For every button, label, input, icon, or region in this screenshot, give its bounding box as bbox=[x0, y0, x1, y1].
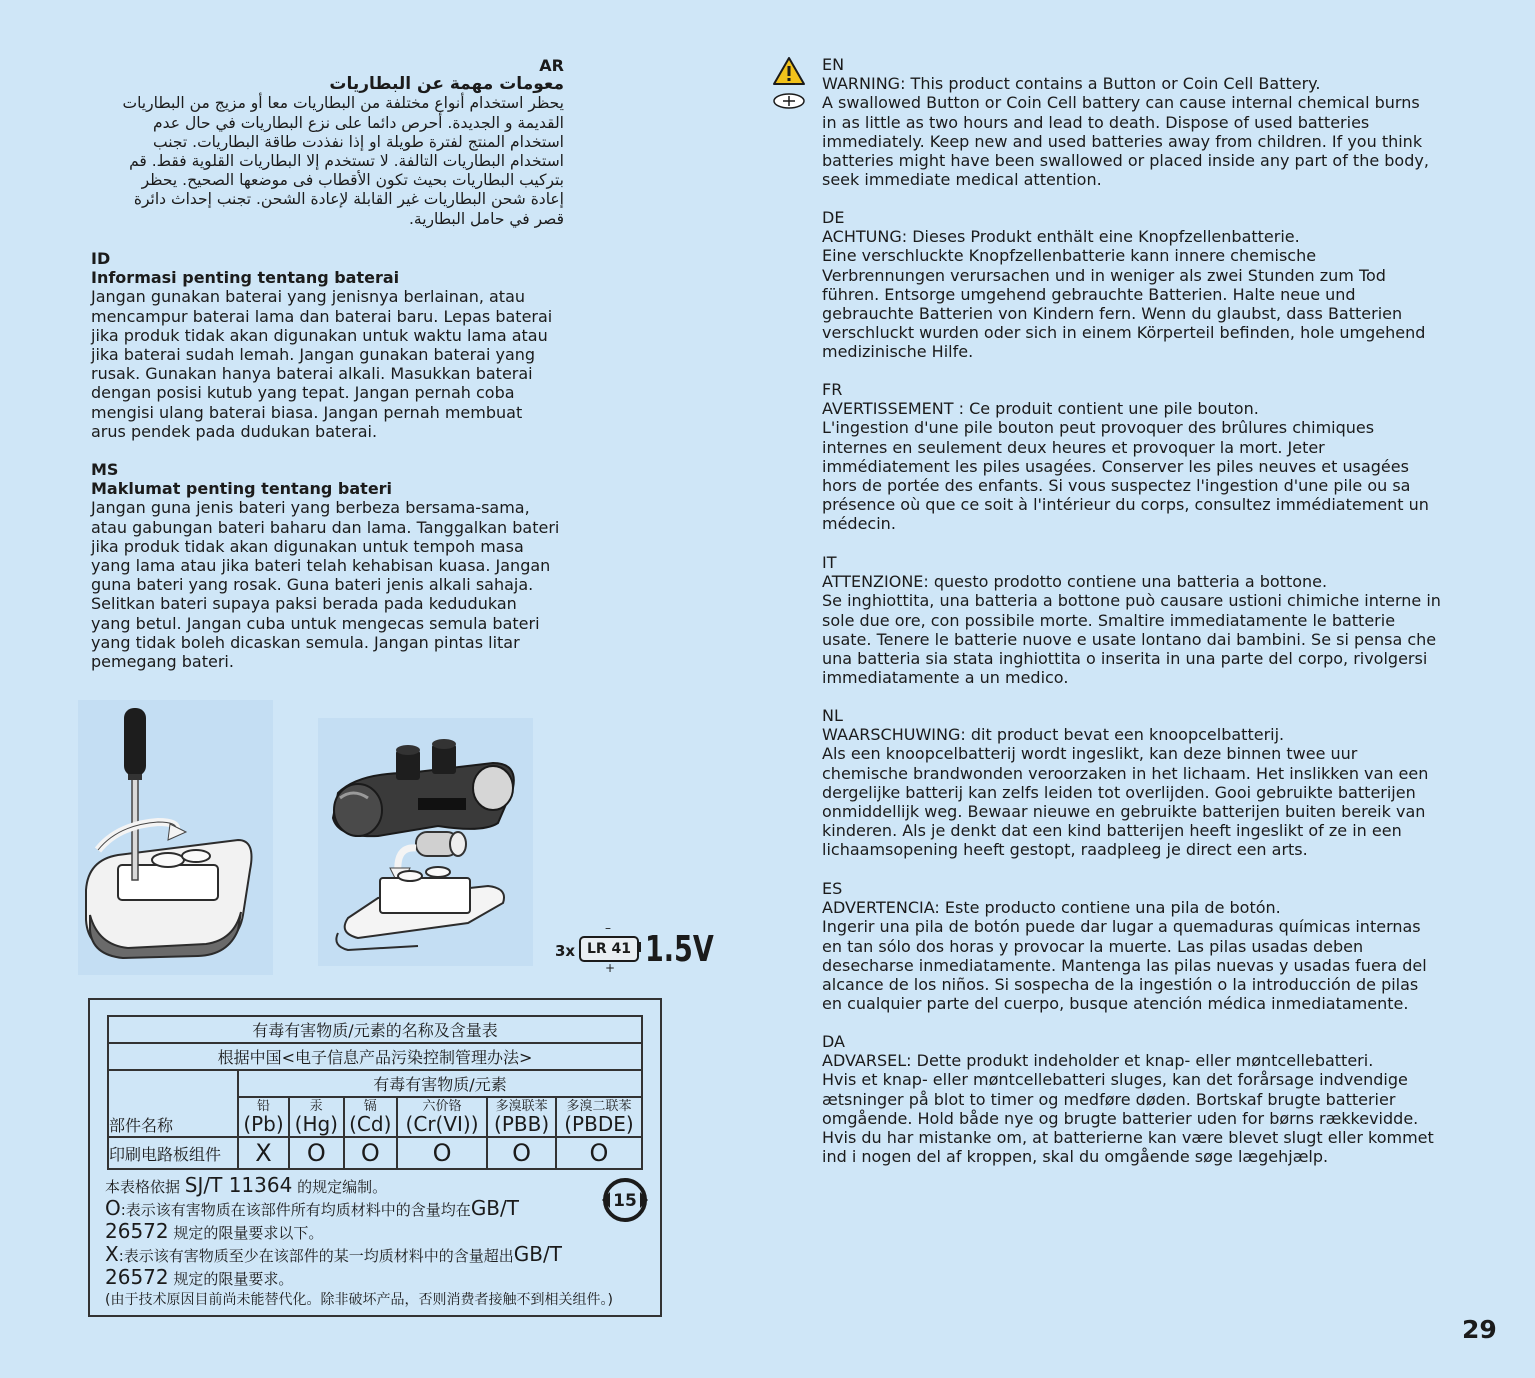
section-body: ACHTUNG: Dieses Produkt enthält eine Knopfzellenbatterie. Eine verschluckte Knopfzellenbatterie kann innere chemische Verbrennungen verursachen und in weniger als zwei Stunden zum Tod führen. Entsorge umgehend gebrauchte Batterien. Halte neue und gebrauchte Batterien von Kindern fern. Wenn du glaubst, dass Batterien verschluckt wurden oder sich in einem Körperteil befinden, hole umgehend medizinische Hilfe. bbox=[822, 227, 1426, 362]
rohs-notes bbox=[105, 1175, 665, 1311]
rohs-value: O bbox=[344, 1137, 397, 1169]
section-heading: Informasi penting tentang baterai bbox=[91, 268, 400, 288]
battery-spec bbox=[555, 921, 715, 975]
section-code: ID bbox=[91, 249, 111, 268]
rohs-note-2-cont: 26572 规定的限量要求以下。 bbox=[105, 1219, 324, 1243]
battery-type: LR 41 bbox=[579, 936, 639, 962]
section-code: AR bbox=[539, 56, 564, 75]
section-code: FR bbox=[822, 380, 843, 399]
rohs-group: 有毒有害物质/元素 bbox=[238, 1070, 642, 1097]
section-id bbox=[91, 249, 571, 441]
rohs-table bbox=[107, 1015, 643, 1170]
section-code: DE bbox=[822, 208, 845, 227]
rohs-element: 多溴联苯 (PBB) bbox=[487, 1097, 556, 1137]
section-body: ADVARSEL: Dette produkt indeholder et knap- eller møntcellebatteri. Hvis et knap- eller møntcellebatteri sluges, kan det forårsage indvendige ætsninger på blot to timer og medføre døden. Bortskaf brugte batterier omgående. Hold både nye og brugte batterier uden for børns rækkevidde. Hvis du har mistanke om, at batterierne kan være blevet slugt eller kommet ind i nogen del af kroppen, skal du omgående søge lægehjælp. bbox=[822, 1051, 1434, 1167]
section-code: ES bbox=[822, 879, 843, 898]
section-en bbox=[822, 55, 1512, 189]
section-code: NL bbox=[822, 706, 843, 725]
rohs-element: 镉 (Cd) bbox=[344, 1097, 397, 1137]
rohs-note-3: X:表示该有害物质至少在该部件的某一均质材料中的含量超出GB/T bbox=[105, 1242, 562, 1266]
section-body: Jangan gunakan baterai yang jenisnya berlainan, atau mencampur baterai lama dan baterai baru. Lepas baterai jika produk tidak akan digunakan untuk waktu lama atau jika baterai sudah lemah. Jangan gunakan baterai yang rusak. Gunakan hanya baterai alkali. Masukkan baterai dengan posisi kutub yang tepat. Jangan pernah coba mengisi ulang baterai biasa. Jangan pernah membuat arus pendek pada dudukan baterai. bbox=[91, 287, 553, 441]
section-body: Jangan guna jenis bateri yang berbeza bersama-sama, atau gabungan bateri baharu dan lama. Tanggalkan bateri jika produk tidak akan digunakan untuk tempoh masa yang lama atau jika bateri telah kehabisan kuasa. Jangan guna bateri yang rosak. Guna bateri jenis alkali sahaja. Selitkan bateri supaya paksi berada pada kedudukan yang betul. Jangan cuba untuk mengecas semula bateri yang tidak boleh dicaskan semula. Jangan pintas litar pemegang bateri. bbox=[91, 498, 560, 672]
rohs-value: O bbox=[397, 1137, 487, 1169]
section-da bbox=[822, 1032, 1512, 1166]
rohs-element: 六价铬 (Cr(VI)) bbox=[397, 1097, 487, 1137]
rohs-value: O bbox=[556, 1137, 642, 1169]
section-body: ADVERTENCIA: Este producto contiene una pila de botón. Ingerir una pila de botón puede dar lugar a quemaduras químicas internas en tan sólo dos horas y provocar la muerte. Las pilas usadas deben desecharse inmediatamente. Mantenga las pilas nuevas y usadas fuera del alcance de los niños. Si sospecha de la ingestión o la introducción de pilas en cualquier parte del cuerpo, busque atención médica inmediatamente. bbox=[822, 898, 1427, 1014]
section-code: MS bbox=[91, 460, 119, 479]
section-code: DA bbox=[822, 1032, 845, 1051]
screwdriver-illustration bbox=[78, 700, 273, 975]
rohs-element: 汞 (Hg) bbox=[289, 1097, 344, 1137]
efup-years: 15 bbox=[613, 1191, 637, 1211]
efup-15-icon bbox=[600, 1178, 650, 1222]
rohs-element: 多溴二联苯 (PBDE) bbox=[556, 1097, 642, 1137]
rohs-row-label: 印刷电路板组件 bbox=[108, 1137, 238, 1169]
rohs-note-4: (由于技术原因目前尚未能替代化。除非破坏产品，否则消费者接触不到相关组件。) bbox=[105, 1292, 613, 1308]
section-nl bbox=[822, 706, 1512, 860]
section-body: يحظر استخدام أنواع مختلفة من البطاريات معا أو مزيج من البطاريات القديمة و الجديدة. أحرص دائما على نزع البطاريات في حال عدم استخدام المنتج لفترة طويلة او إذا نفذدت طاقة البطاريات. تجنب استخدام البطاريات التالفة. لا تستخدم إلا البطاريات القلوية فقط. قم بتركيب البطاريات بحيث تكون الأقطاب فى موضعها الصحيح. يحظر إعادة شحن البطاريات غير القابلة لإعادة الشحن. تجنب إحداث دائرة قصر في حامل البطارية. bbox=[122, 94, 564, 228]
warning-icon bbox=[772, 56, 806, 86]
rohs-blank bbox=[108, 1070, 238, 1097]
section-heading: معومات مهمة عن البطاريات bbox=[329, 74, 564, 95]
section-fr bbox=[822, 380, 1512, 534]
battery-minus: – bbox=[605, 921, 611, 935]
battery-voltage: 1.5V bbox=[645, 929, 714, 970]
page-number: 29 bbox=[1462, 1315, 1497, 1344]
rohs-value: O bbox=[487, 1137, 556, 1169]
rohs-value: O bbox=[289, 1137, 344, 1169]
section-es bbox=[822, 879, 1512, 1013]
battery-count: 3x bbox=[555, 942, 576, 960]
rohs-value: X bbox=[238, 1137, 289, 1169]
battery-plus: + bbox=[605, 961, 616, 975]
section-body: ATTENZIONE: questo prodotto contiene una batteria a bottone. Se inghiottita, una batteria a bottone può causare ustioni chimiche interne in sole due ore, con possibile morte. Smaltire immediatamente le batterie usate. Tenere le batterie nuove e usate lontano dai bambini. Se si pensa che una batteria sia stata inghiottita o inserita in una parte del corpo, rivolgersi immediatamente a un medico. bbox=[822, 572, 1441, 688]
section-code: IT bbox=[822, 553, 837, 572]
rohs-part-header: 部件名称 bbox=[108, 1097, 238, 1137]
battery-insert-illustration bbox=[318, 718, 533, 966]
rohs-note-1: 本表格依据 SJ/T 11364 的规定编制。 bbox=[105, 1173, 388, 1197]
section-ms bbox=[91, 460, 571, 671]
section-body: WARNING: This product contains a Button or Coin Cell Battery. A swallowed Button or Coin Cell battery can cause internal chemical burns in as little as two hours and lead to death. Dispose of used batteries immediately. Keep new and used batteries away from children. If you think batteries might have been swallowed or placed inside any part of the body, seek immediate medical attention. bbox=[822, 74, 1429, 190]
section-heading: Maklumat penting tentang bateri bbox=[91, 479, 393, 499]
rohs-element: 铅 (Pb) bbox=[238, 1097, 289, 1137]
rohs-title: 有毒有害物质/元素的名称及含量表 bbox=[108, 1016, 642, 1043]
section-it bbox=[822, 553, 1512, 687]
rohs-note-2: O:表示该有害物质在该部件所有均质材料中的含量均在GB/T bbox=[105, 1196, 519, 1220]
coin-cell-icon bbox=[772, 92, 806, 110]
section-body: AVERTISSEMENT : Ce produit contient une pile bouton. L'ingestion d'une pile bouton peut provoquer des brûlures chimiques internes en seulement deux heures et provoquer la mort. Jeter immédiatement les piles usagées. Conserver les piles neuves et usagées hors de portée des enfants. Si vous suspectez l'ingestion d'une pile ou sa présence où que ce soit à l'intérieur du corps, consultez immédiatement un médecin. bbox=[822, 399, 1429, 534]
battery-cap bbox=[637, 942, 641, 952]
rohs-note-3-cont: 26572 规定的限量要求。 bbox=[105, 1265, 294, 1289]
section-code: EN bbox=[822, 55, 845, 74]
rohs-subtitle: 根据中国<电子信息产品污染控制管理办法> bbox=[108, 1043, 642, 1070]
section-de bbox=[822, 208, 1512, 362]
section-ar bbox=[88, 56, 564, 229]
section-body: WAARSCHUWING: dit product bevat een knoopcelbatterij. Als een knoopcelbatterij wordt ingeslikt, kan deze binnen twee uur chemische brandwonden veroorzaken in het lichaam. Het inslikken van een dergelijke batterij kan zelfs leiden tot overlijden. Gooi gebruikte batterijen onmiddellijk weg. Bewaar nieuwe en gebruikte batterijen buiten bereik van kinderen. Als je denkt dat een kind batterijen heeft ingeslikt of ze in een lichaamsopening heeft gestopt, raadpleeg je direct een arts. bbox=[822, 725, 1429, 860]
